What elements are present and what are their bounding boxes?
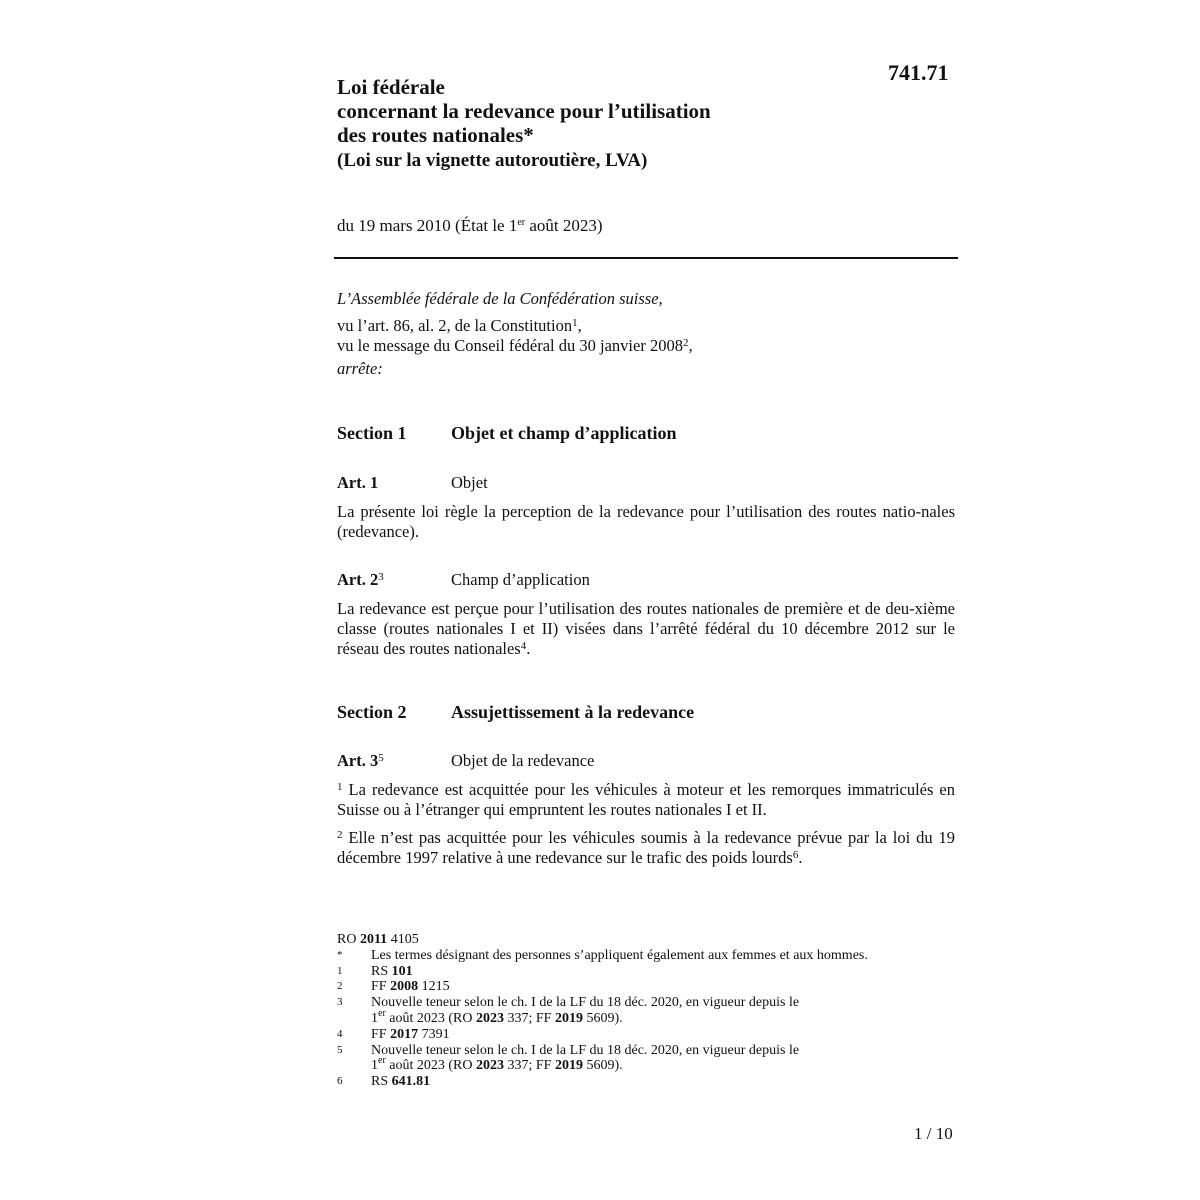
footnote-item: 1 RS 101 [337,963,413,979]
article-3-para-2: $^2$ Elle n’est pas acquittée pour les véhicules soumis à la redevance prévue par la loi du 19 décembre 1997 relative à une redevance sur le trafic des poids lourds$^6$. [337,828,955,867]
article-3-para-1: $^1$ La redevance est acquittée pour les véhicules à moteur et les remorques immatriculés en Suisse ou à l’étranger qui empruntent les routes nationales I et II. [337,780,955,819]
article-2-text: La redevance est perçue pour l’utilisation des routes nationales de première et de deu-xième classe (routes nationales I et II) visées dans l’arrêté fédéral du 10 décembre 2012 sur le réseau des routes nationales$^4$. [337,599,955,658]
footnote-item: 3 Nouvelle teneur selon le ch. I de la LF du 18 déc. 2020, en vigueur depuis le 1er août 2023 (RO 2023 337; FF 2019 5609). [337,995,800,1026]
section-heading-1: Section 1 Objet et champ d’application [337,423,677,443]
article-heading-2: Art. 2$^3$ Champ d’application [337,570,590,589]
footnotes [337,932,957,1090]
footnote-ref[interactable]: 1 [572,317,578,329]
title-divider [334,257,958,259]
section-heading-2: Section 2 Assujettissement à la redevance [337,702,695,722]
title-line: concernant la redevance pour l’utilisation [337,99,711,123]
footnote-ref[interactable]: 5 [378,752,384,764]
article-1-text: La présente loi règle la perception de la redevance pour l’utilisation des routes natio-nales (redevance). [337,502,955,541]
footnote-item: 4 FF 2017 7391 [337,1026,450,1042]
law-subtitle: (Loi sur la vignette autoroutière, LVA) [337,150,648,171]
footnote-ref[interactable]: 3 [378,571,384,583]
footnote-item: * Les termes désignant des personnes s’appliquent également aux femmes et aux hommes. [337,947,868,963]
article-heading-3: Art. 3$^5$ Objet de la redevance [337,751,595,770]
footnote-item: 6 RS 641.81 [337,1074,431,1090]
page-number: 1 / 10 [914,1124,953,1143]
preamble-authority: L’Assemblée fédérale de la Confédération suisse, [337,289,663,308]
article-heading-1: Art. 1 Objet [337,473,488,492]
title-line: Loi fédérale [337,75,445,99]
footnote-ref[interactable]: 2 [682,337,689,349]
footnote-ref[interactable]: 6 [792,849,799,861]
preamble-decree: arrête: [337,359,383,378]
preamble-line: vu le message du Conseil fédéral du 30 janvier 2008$^2$, [337,336,693,355]
title-line: des routes nationales* [337,123,534,147]
footnote-item: 2 FF 2008 1215 [337,979,450,995]
sr-number: 741.71 [888,60,949,85]
preamble [337,289,957,379]
ro-reference: RO 2011 4105 [337,932,419,947]
preamble-line: vu l’art. 86, al. 2, de la Constitution$^1$, [337,316,582,335]
law-date: du 19 mars 2010 (État le 1er août 2023) [337,216,603,235]
law-title [337,75,857,173]
footnote-item: 5 Nouvelle teneur selon le ch. I de la LF du 18 déc. 2020, en vigueur depuis le 1er août 2023 (RO 2023 337; FF 2019 5609). [337,1042,800,1074]
footnote-ref[interactable]: 4 [520,640,527,652]
